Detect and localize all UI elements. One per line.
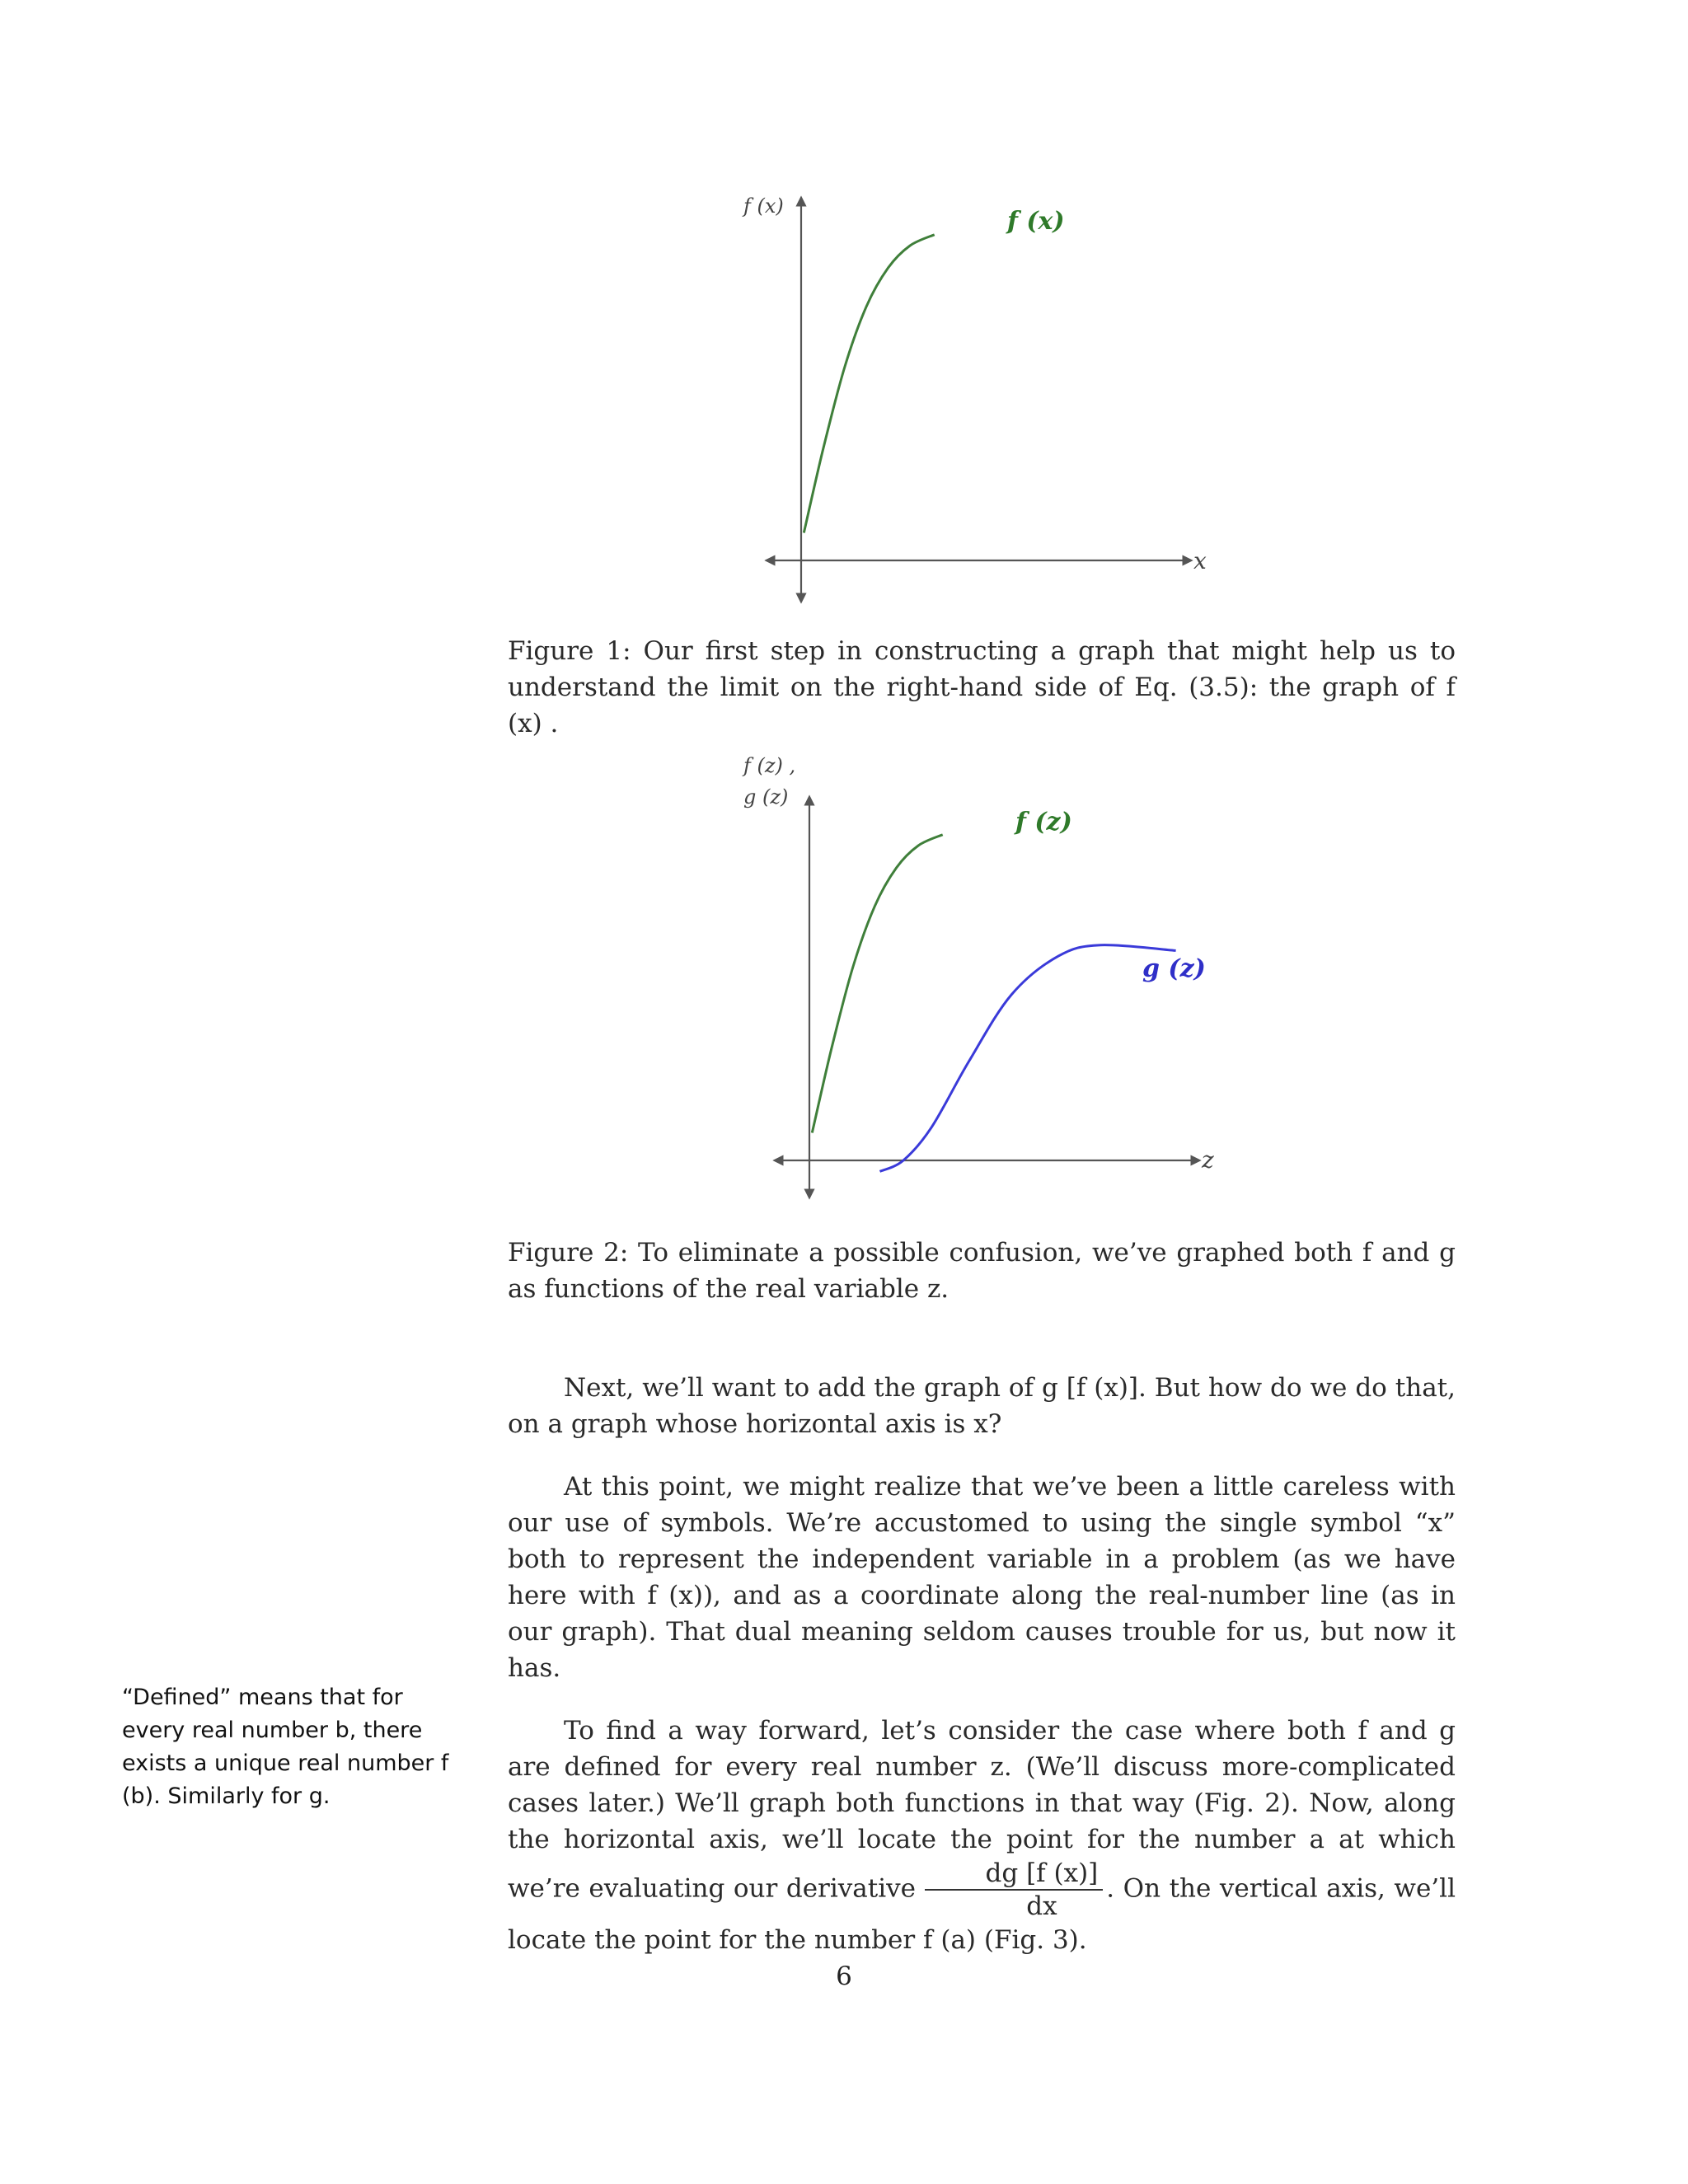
margin-note: “Defined” means that for every real number b, there exists a unique real number f (b). Similarly for g. (122, 1685, 449, 1809)
figure-1-plot (742, 190, 1269, 610)
figure-1 (742, 190, 1269, 610)
page-number: 6 (836, 1961, 852, 1991)
paragraph-2: At this point, we might realize that we’ve been a little careless with our use of symbols. We’re accustomed to using the single symbol “x” both to represent the independent variable in a problem (as we have here with f (x)), and as a coordinate along the real-number line (as in our graph). That dual meaning seldom causes trouble for us, but now it has. (508, 1472, 1456, 1683)
y-axis-label-f: f (z) , (743, 754, 796, 777)
body-text (508, 1370, 1456, 1958)
x-axis-label: z (1202, 1146, 1214, 1174)
paragraph-3-continuation: . On the vertical axis, we’ll locate the point for the number f (a) (Fig. 3). (508, 1873, 1456, 1955)
f-x-curve-label: f (x) (1007, 207, 1065, 236)
g-z-curve (880, 945, 1176, 1172)
x-axis-label: x (1193, 547, 1207, 574)
y-axis-label: f (x) (743, 194, 784, 218)
f-x-curve (804, 235, 934, 533)
f-z-curve (812, 835, 942, 1133)
y-axis-label-g: g (z) (743, 785, 789, 808)
paragraph-3-text: To find a way forward, let’s consider the case where both f and g are defined for every real number z. (We’ll discuss more-complicated cases later.) We’ll graph both functions in that way (Fig. 2). Now, along the horizontal axis, we’ll locate the point for the number a at which we’re evaluating our derivative (508, 1716, 1456, 1904)
g-z-curve-label: g (z) (1142, 954, 1206, 983)
derivative-fraction (925, 1858, 1104, 1922)
derivative-denominator: dx (1026, 1891, 1057, 1921)
f-z-curve-label: f (z) (1015, 808, 1072, 837)
paragraph-1: Next, we’ll want to add the graph of g [f (x)]. But how do we do that, on a graph whose horizontal axis is x? (508, 1373, 1456, 1439)
derivative-numerator: dg [f (x)] (925, 1858, 1104, 1891)
paragraph-3 (508, 1713, 1456, 1958)
figure-2-caption: Figure 2: To eliminate a possible confusion, we’ve graphed both f and g as functions of the real variable z. (508, 1238, 1456, 1304)
figure-1-caption: Figure 1: Our first step in constructing a graph that might help us to understand the limit on the right-hand side of Eq. (3.5): the graph of f (x) . (508, 636, 1456, 738)
figure-2-plot (742, 746, 1269, 1207)
figure-2 (742, 746, 1269, 1207)
